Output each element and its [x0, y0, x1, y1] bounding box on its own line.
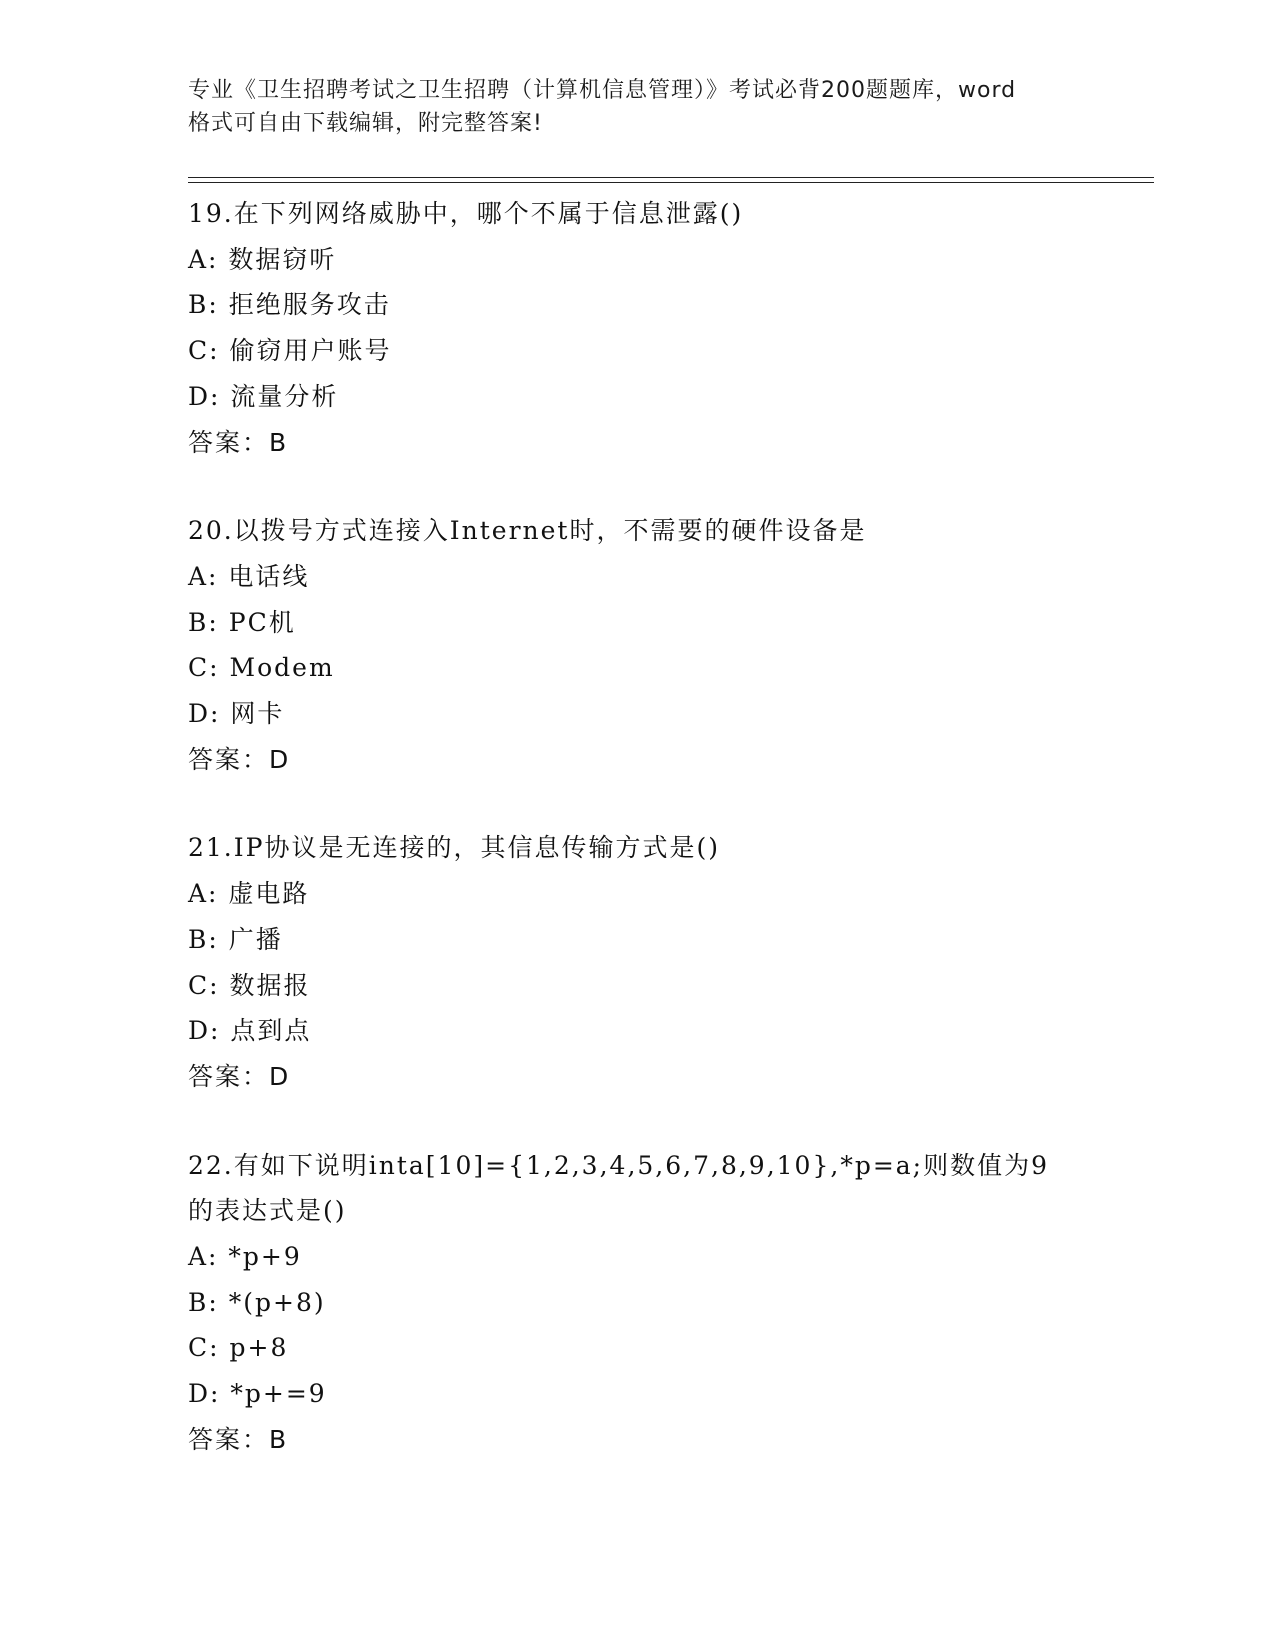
- option-c: C: 偷窃用户账号: [188, 336, 392, 366]
- answer-text: 答案：D: [188, 744, 291, 774]
- option-a: A: 电话线: [188, 561, 310, 591]
- option-b: B: PC机: [188, 607, 296, 637]
- question-stem: 19.在下列网络威胁中，哪个不属于信息泄露(): [188, 199, 744, 228]
- option-d: D: *p+=9: [188, 1379, 327, 1409]
- header-line-2: 格式可自由下载编辑，附完整答案!: [188, 111, 543, 136]
- option-d: D: 流量分析: [188, 381, 339, 411]
- option-c: C: Modem: [188, 653, 335, 683]
- answer-text: 答案：B: [188, 1424, 289, 1454]
- answer-text: 答案：D: [188, 1061, 291, 1091]
- option-a: A: 虚电路: [188, 879, 310, 909]
- question-list: [188, 191, 1088, 1506]
- option-b: B: 广播: [188, 924, 283, 954]
- option-d: D: 网卡: [188, 699, 285, 729]
- question-stem: 21.IP协议是无连接的，其信息传输方式是(): [188, 833, 720, 863]
- question-stem-line-2: 的表达式是(): [188, 1196, 347, 1226]
- question-22: [188, 1143, 1088, 1463]
- question-19: [188, 191, 1088, 465]
- question-stem: 20.以拨号方式连接入Internet时，不需要的硬件设备是: [188, 516, 867, 546]
- option-c: C: 数据报: [188, 970, 311, 1000]
- option-d: D: 点到点: [188, 1016, 312, 1046]
- option-a: A: *p+9: [188, 1242, 302, 1272]
- document-header: [188, 74, 1088, 140]
- option-b: B: 拒绝服务攻击: [188, 290, 391, 320]
- question-20: [188, 508, 1088, 782]
- question-21: [188, 825, 1088, 1099]
- header-divider-bottom: [188, 182, 1154, 183]
- header-line-1: 专业《卫生招聘考试之卫生招聘（计算机信息管理）》考试必背200题题库，word: [188, 78, 1017, 103]
- option-b: B: *(p+8): [188, 1287, 326, 1317]
- header-divider-top: [188, 177, 1154, 178]
- question-stem-line-1: 22.有如下说明inta[10]={1,2,3,4,5,6,7,8,9,10},*p=a;则数值为9: [188, 1150, 1049, 1180]
- answer-text: 答案：B: [188, 427, 289, 457]
- option-a: A: 数据窃听: [188, 244, 337, 274]
- option-c: C: p+8: [188, 1333, 289, 1363]
